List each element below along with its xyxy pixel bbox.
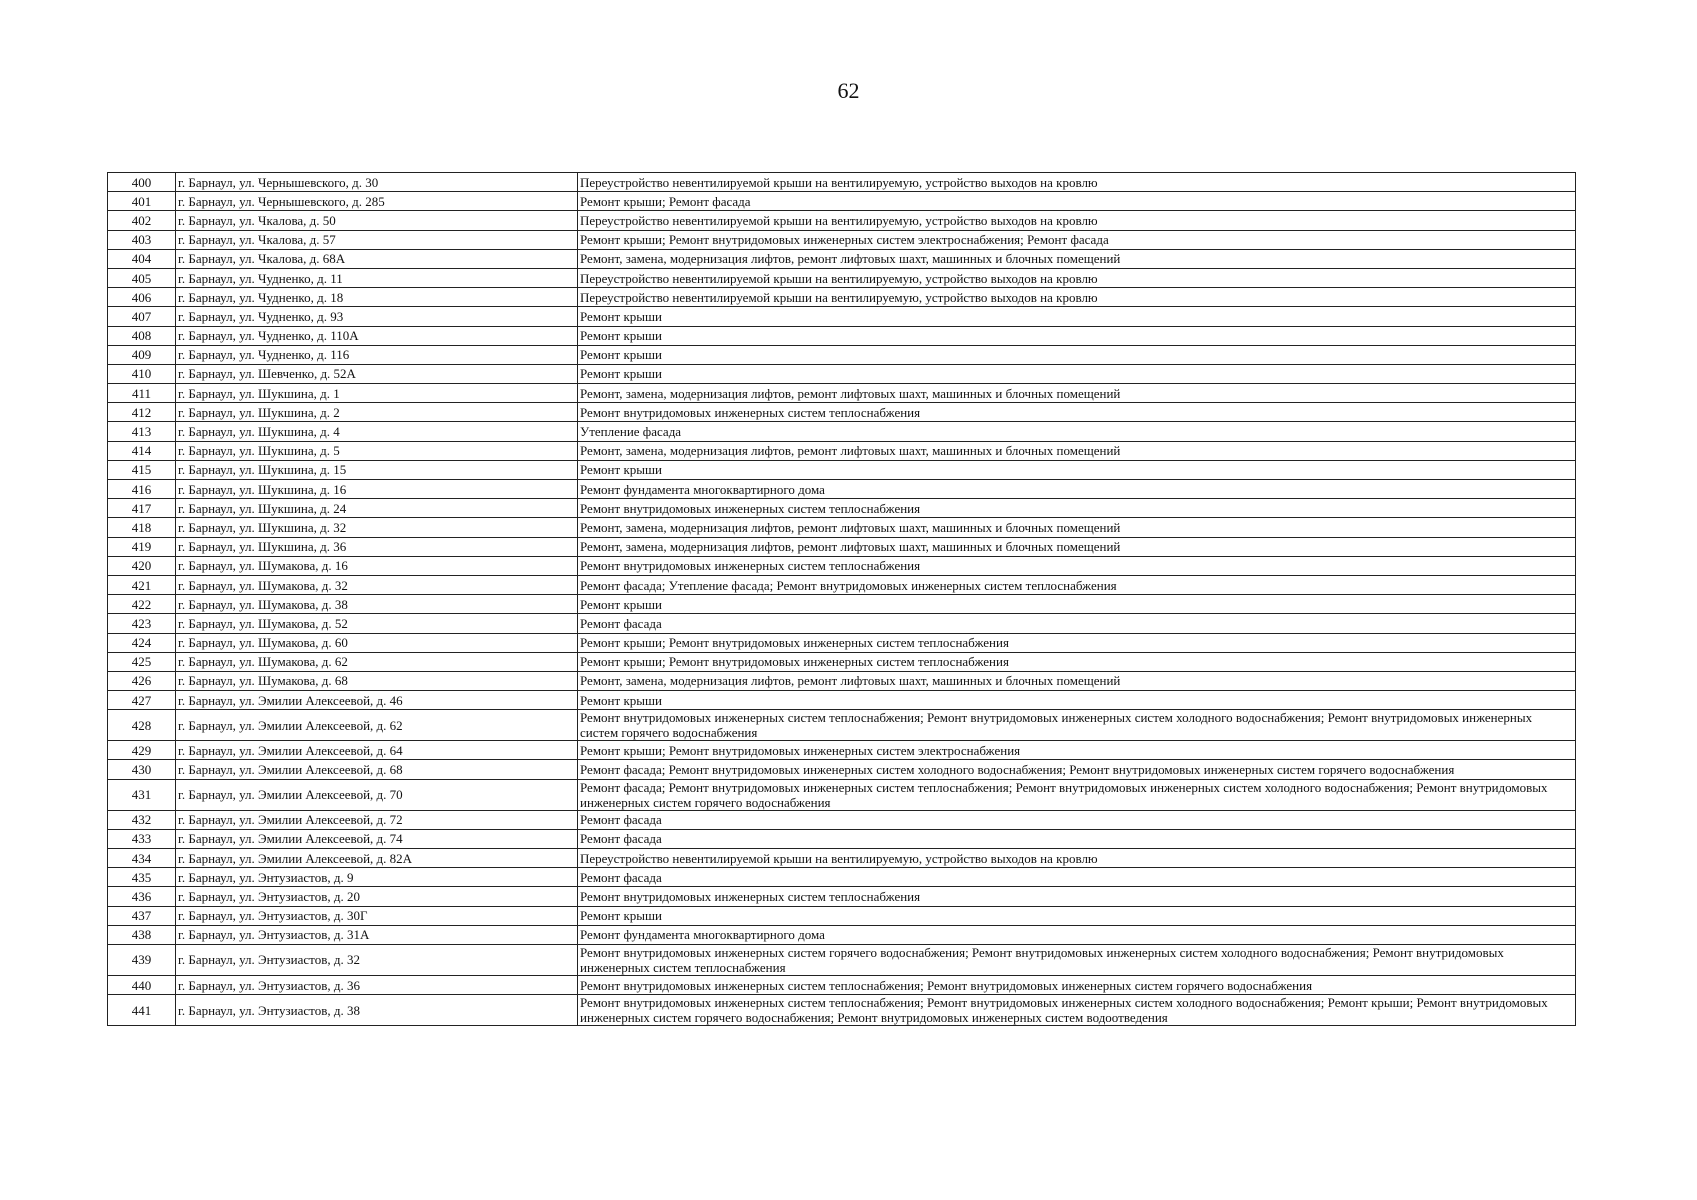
row-number: 413 <box>108 422 176 441</box>
row-number: 441 <box>108 995 176 1026</box>
table-row <box>108 671 1576 690</box>
row-address: г. Барнаул, ул. Чудненко, д. 93 <box>176 307 578 326</box>
row-number: 429 <box>108 741 176 760</box>
row-works: Ремонт, замена, модернизация лифтов, ремонт лифтовых шахт, машинных и блочных помещений <box>578 384 1576 403</box>
table-row <box>108 364 1576 383</box>
row-works: Ремонт фундамента многоквартирного дома <box>578 480 1576 499</box>
row-works: Ремонт крыши; Ремонт внутридомовых инженерных систем теплоснабжения <box>578 652 1576 671</box>
row-address: г. Барнаул, ул. Шумакова, д. 62 <box>176 652 578 671</box>
row-number: 431 <box>108 779 176 810</box>
row-number: 418 <box>108 518 176 537</box>
row-address: г. Барнаул, ул. Энтузиастов, д. 32 <box>176 944 578 975</box>
row-number: 408 <box>108 326 176 345</box>
row-address: г. Барнаул, ул. Чудненко, д. 110А <box>176 326 578 345</box>
table-row <box>108 249 1576 268</box>
row-works: Ремонт крыши <box>578 460 1576 479</box>
row-works: Ремонт внутридомовых инженерных систем теплоснабжения <box>578 499 1576 518</box>
table-row <box>108 944 1576 975</box>
table-row <box>108 887 1576 906</box>
row-works: Переустройство невентилируемой крыши на вентилируемую, устройство выходов на кровлю <box>578 173 1576 192</box>
row-address: г. Барнаул, ул. Шукшина, д. 15 <box>176 460 578 479</box>
table-row <box>108 691 1576 710</box>
works-table <box>107 172 1576 1026</box>
row-number: 417 <box>108 499 176 518</box>
row-address: г. Барнаул, ул. Энтузиастов, д. 38 <box>176 995 578 1026</box>
row-number: 437 <box>108 906 176 925</box>
row-works: Ремонт, замена, модернизация лифтов, ремонт лифтовых шахт, машинных и блочных помещений <box>578 671 1576 690</box>
row-works: Ремонт крыши <box>578 691 1576 710</box>
row-works: Ремонт внутридомовых инженерных систем теплоснабжения; Ремонт внутридомовых инженерных систем холодного водоснабжения; Ремонт крыши; Ремонт внутридомовых инженерных систем горячего водоснабжения; Ремонт внутридомовых инженерных систем водоотведения <box>578 995 1576 1026</box>
row-address: г. Барнаул, ул. Чернышевского, д. 30 <box>176 173 578 192</box>
table-row <box>108 975 1576 994</box>
row-works: Ремонт крыши <box>578 595 1576 614</box>
table-row <box>108 211 1576 230</box>
row-number: 424 <box>108 633 176 652</box>
row-works: Ремонт фундамента многоквартирного дома <box>578 925 1576 944</box>
row-number: 409 <box>108 345 176 364</box>
row-works: Ремонт фасада <box>578 614 1576 633</box>
table-row <box>108 614 1576 633</box>
row-number: 411 <box>108 384 176 403</box>
row-address: г. Барнаул, ул. Эмилии Алексеевой, д. 82А <box>176 849 578 868</box>
row-address: г. Барнаул, ул. Шумакова, д. 68 <box>176 671 578 690</box>
row-number: 439 <box>108 944 176 975</box>
row-number: 426 <box>108 671 176 690</box>
row-address: г. Барнаул, ул. Энтузиастов, д. 30Г <box>176 906 578 925</box>
table-row <box>108 995 1576 1026</box>
row-works: Ремонт внутридомовых инженерных систем теплоснабжения; Ремонт внутридомовых инженерных систем горячего водоснабжения <box>578 975 1576 994</box>
row-works: Ремонт фасада <box>578 868 1576 887</box>
table-row <box>108 868 1576 887</box>
table-row <box>108 499 1576 518</box>
table-row <box>108 575 1576 594</box>
table-row <box>108 480 1576 499</box>
row-address: г. Барнаул, ул. Чудненко, д. 116 <box>176 345 578 364</box>
row-address: г. Барнаул, ул. Чкалова, д. 57 <box>176 230 578 249</box>
row-address: г. Барнаул, ул. Эмилии Алексеевой, д. 46 <box>176 691 578 710</box>
row-works: Ремонт крыши; Ремонт внутридомовых инженерных систем электроснабжения <box>578 741 1576 760</box>
row-number: 405 <box>108 268 176 287</box>
row-address: г. Барнаул, ул. Эмилии Алексеевой, д. 72 <box>176 810 578 829</box>
row-works: Ремонт крыши; Ремонт фасада <box>578 192 1576 211</box>
row-number: 404 <box>108 249 176 268</box>
row-address: г. Барнаул, ул. Эмилии Алексеевой, д. 62 <box>176 710 578 741</box>
row-address: г. Барнаул, ул. Шумакова, д. 32 <box>176 575 578 594</box>
row-works: Ремонт крыши <box>578 307 1576 326</box>
row-address: г. Барнаул, ул. Энтузиастов, д. 9 <box>176 868 578 887</box>
row-works: Ремонт фасада <box>578 829 1576 848</box>
row-works: Ремонт, замена, модернизация лифтов, ремонт лифтовых шахт, машинных и блочных помещений <box>578 518 1576 537</box>
table-row <box>108 810 1576 829</box>
row-address: г. Барнаул, ул. Шумакова, д. 38 <box>176 595 578 614</box>
row-number: 403 <box>108 230 176 249</box>
row-address: г. Барнаул, ул. Шукшина, д. 16 <box>176 480 578 499</box>
row-works: Ремонт крыши <box>578 326 1576 345</box>
table-row <box>108 384 1576 403</box>
row-address: г. Барнаул, ул. Энтузиастов, д. 31А <box>176 925 578 944</box>
row-works: Ремонт внутридомовых инженерных систем теплоснабжения <box>578 887 1576 906</box>
row-number: 414 <box>108 441 176 460</box>
page-number: 62 <box>837 78 860 103</box>
row-number: 400 <box>108 173 176 192</box>
row-works: Ремонт внутридомовых инженерных систем теплоснабжения <box>578 556 1576 575</box>
row-number: 415 <box>108 460 176 479</box>
row-works: Ремонт фасада; Ремонт внутридомовых инженерных систем теплоснабжения; Ремонт внутридомовых инженерных систем холодного водоснабжения; Ремонт внутридомовых инженерных систем горячего водоснабжения <box>578 779 1576 810</box>
table-row <box>108 829 1576 848</box>
row-number: 433 <box>108 829 176 848</box>
row-number: 423 <box>108 614 176 633</box>
row-number: 427 <box>108 691 176 710</box>
row-address: г. Барнаул, ул. Шумакова, д. 60 <box>176 633 578 652</box>
table-row <box>108 652 1576 671</box>
row-works: Переустройство невентилируемой крыши на вентилируемую, устройство выходов на кровлю <box>578 849 1576 868</box>
row-number: 410 <box>108 364 176 383</box>
row-number: 401 <box>108 192 176 211</box>
row-works: Ремонт крыши <box>578 364 1576 383</box>
row-number: 434 <box>108 849 176 868</box>
row-number: 436 <box>108 887 176 906</box>
table-row <box>108 518 1576 537</box>
table-row <box>108 307 1576 326</box>
works-table-body <box>108 173 1576 1026</box>
row-address: г. Барнаул, ул. Чудненко, д. 18 <box>176 288 578 307</box>
row-works: Ремонт внутридомовых инженерных систем теплоснабжения <box>578 403 1576 422</box>
row-works: Ремонт внутридомовых инженерных систем горячего водоснабжения; Ремонт внутридомовых инженерных систем холодного водоснабжения; Ремонт внутридомовых инженерных систем теплоснабжения <box>578 944 1576 975</box>
row-works: Ремонт фасада; Ремонт внутридомовых инженерных систем холодного водоснабжения; Ремонт внутридомовых инженерных систем горячего водоснабжения <box>578 760 1576 779</box>
row-works: Ремонт крыши; Ремонт внутридомовых инженерных систем теплоснабжения <box>578 633 1576 652</box>
table-row <box>108 403 1576 422</box>
table-row <box>108 422 1576 441</box>
row-number: 416 <box>108 480 176 499</box>
row-works: Утепление фасада <box>578 422 1576 441</box>
table-row <box>108 173 1576 192</box>
row-number: 428 <box>108 710 176 741</box>
table-row <box>108 741 1576 760</box>
row-number: 440 <box>108 975 176 994</box>
row-number: 421 <box>108 575 176 594</box>
table-row <box>108 460 1576 479</box>
row-works: Ремонт крыши <box>578 345 1576 364</box>
row-works: Переустройство невентилируемой крыши на вентилируемую, устройство выходов на кровлю <box>578 211 1576 230</box>
table-row <box>108 760 1576 779</box>
table-row <box>108 192 1576 211</box>
row-address: г. Барнаул, ул. Эмилии Алексеевой, д. 64 <box>176 741 578 760</box>
row-works: Ремонт, замена, модернизация лифтов, ремонт лифтовых шахт, машинных и блочных помещений <box>578 441 1576 460</box>
row-number: 419 <box>108 537 176 556</box>
row-number: 425 <box>108 652 176 671</box>
row-works: Ремонт крыши <box>578 906 1576 925</box>
table-row <box>108 230 1576 249</box>
table-row <box>108 288 1576 307</box>
table-row <box>108 633 1576 652</box>
row-number: 435 <box>108 868 176 887</box>
table-row <box>108 849 1576 868</box>
row-works: Ремонт внутридомовых инженерных систем теплоснабжения; Ремонт внутридомовых инженерных систем холодного водоснабжения; Ремонт внутридомовых инженерных систем горячего водоснабжения <box>578 710 1576 741</box>
row-number: 430 <box>108 760 176 779</box>
table-row <box>108 345 1576 364</box>
row-works: Ремонт, замена, модернизация лифтов, ремонт лифтовых шахт, машинных и блочных помещений <box>578 537 1576 556</box>
row-address: г. Барнаул, ул. Шукшина, д. 5 <box>176 441 578 460</box>
row-address: г. Барнаул, ул. Шукшина, д. 32 <box>176 518 578 537</box>
row-address: г. Барнаул, ул. Эмилии Алексеевой, д. 68 <box>176 760 578 779</box>
row-address: г. Барнаул, ул. Эмилии Алексеевой, д. 70 <box>176 779 578 810</box>
table-row <box>108 906 1576 925</box>
table-row <box>108 268 1576 287</box>
row-address: г. Барнаул, ул. Шукшина, д. 2 <box>176 403 578 422</box>
row-number: 432 <box>108 810 176 829</box>
row-works: Ремонт фасада <box>578 810 1576 829</box>
row-works: Ремонт фасада; Утепление фасада; Ремонт внутридомовых инженерных систем теплоснабжения <box>578 575 1576 594</box>
row-address: г. Барнаул, ул. Шукшина, д. 1 <box>176 384 578 403</box>
row-works: Ремонт, замена, модернизация лифтов, ремонт лифтовых шахт, машинных и блочных помещений <box>578 249 1576 268</box>
row-number: 406 <box>108 288 176 307</box>
row-number: 422 <box>108 595 176 614</box>
row-address: г. Барнаул, ул. Энтузиастов, д. 36 <box>176 975 578 994</box>
table-row <box>108 925 1576 944</box>
row-number: 407 <box>108 307 176 326</box>
table-row <box>108 779 1576 810</box>
row-address: г. Барнаул, ул. Шукшина, д. 36 <box>176 537 578 556</box>
row-number: 402 <box>108 211 176 230</box>
row-address: г. Барнаул, ул. Шумакова, д. 16 <box>176 556 578 575</box>
row-number: 438 <box>108 925 176 944</box>
table-row <box>108 537 1576 556</box>
row-address: г. Барнаул, ул. Шумакова, д. 52 <box>176 614 578 633</box>
table-row <box>108 441 1576 460</box>
row-address: г. Барнаул, ул. Чернышевского, д. 285 <box>176 192 578 211</box>
row-works: Переустройство невентилируемой крыши на вентилируемую, устройство выходов на кровлю <box>578 268 1576 287</box>
row-works: Переустройство невентилируемой крыши на вентилируемую, устройство выходов на кровлю <box>578 288 1576 307</box>
table-row <box>108 595 1576 614</box>
row-number: 412 <box>108 403 176 422</box>
row-address: г. Барнаул, ул. Чкалова, д. 50 <box>176 211 578 230</box>
row-address: г. Барнаул, ул. Шукшина, д. 4 <box>176 422 578 441</box>
row-address: г. Барнаул, ул. Чудненко, д. 11 <box>176 268 578 287</box>
table-row <box>108 556 1576 575</box>
row-address: г. Барнаул, ул. Чкалова, д. 68А <box>176 249 578 268</box>
row-address: г. Барнаул, ул. Шукшина, д. 24 <box>176 499 578 518</box>
table-row <box>108 710 1576 741</box>
table-row <box>108 326 1576 345</box>
row-works: Ремонт крыши; Ремонт внутридомовых инженерных систем электроснабжения; Ремонт фасада <box>578 230 1576 249</box>
row-address: г. Барнаул, ул. Эмилии Алексеевой, д. 74 <box>176 829 578 848</box>
row-address: г. Барнаул, ул. Шевченко, д. 52А <box>176 364 578 383</box>
row-address: г. Барнаул, ул. Энтузиастов, д. 20 <box>176 887 578 906</box>
row-number: 420 <box>108 556 176 575</box>
